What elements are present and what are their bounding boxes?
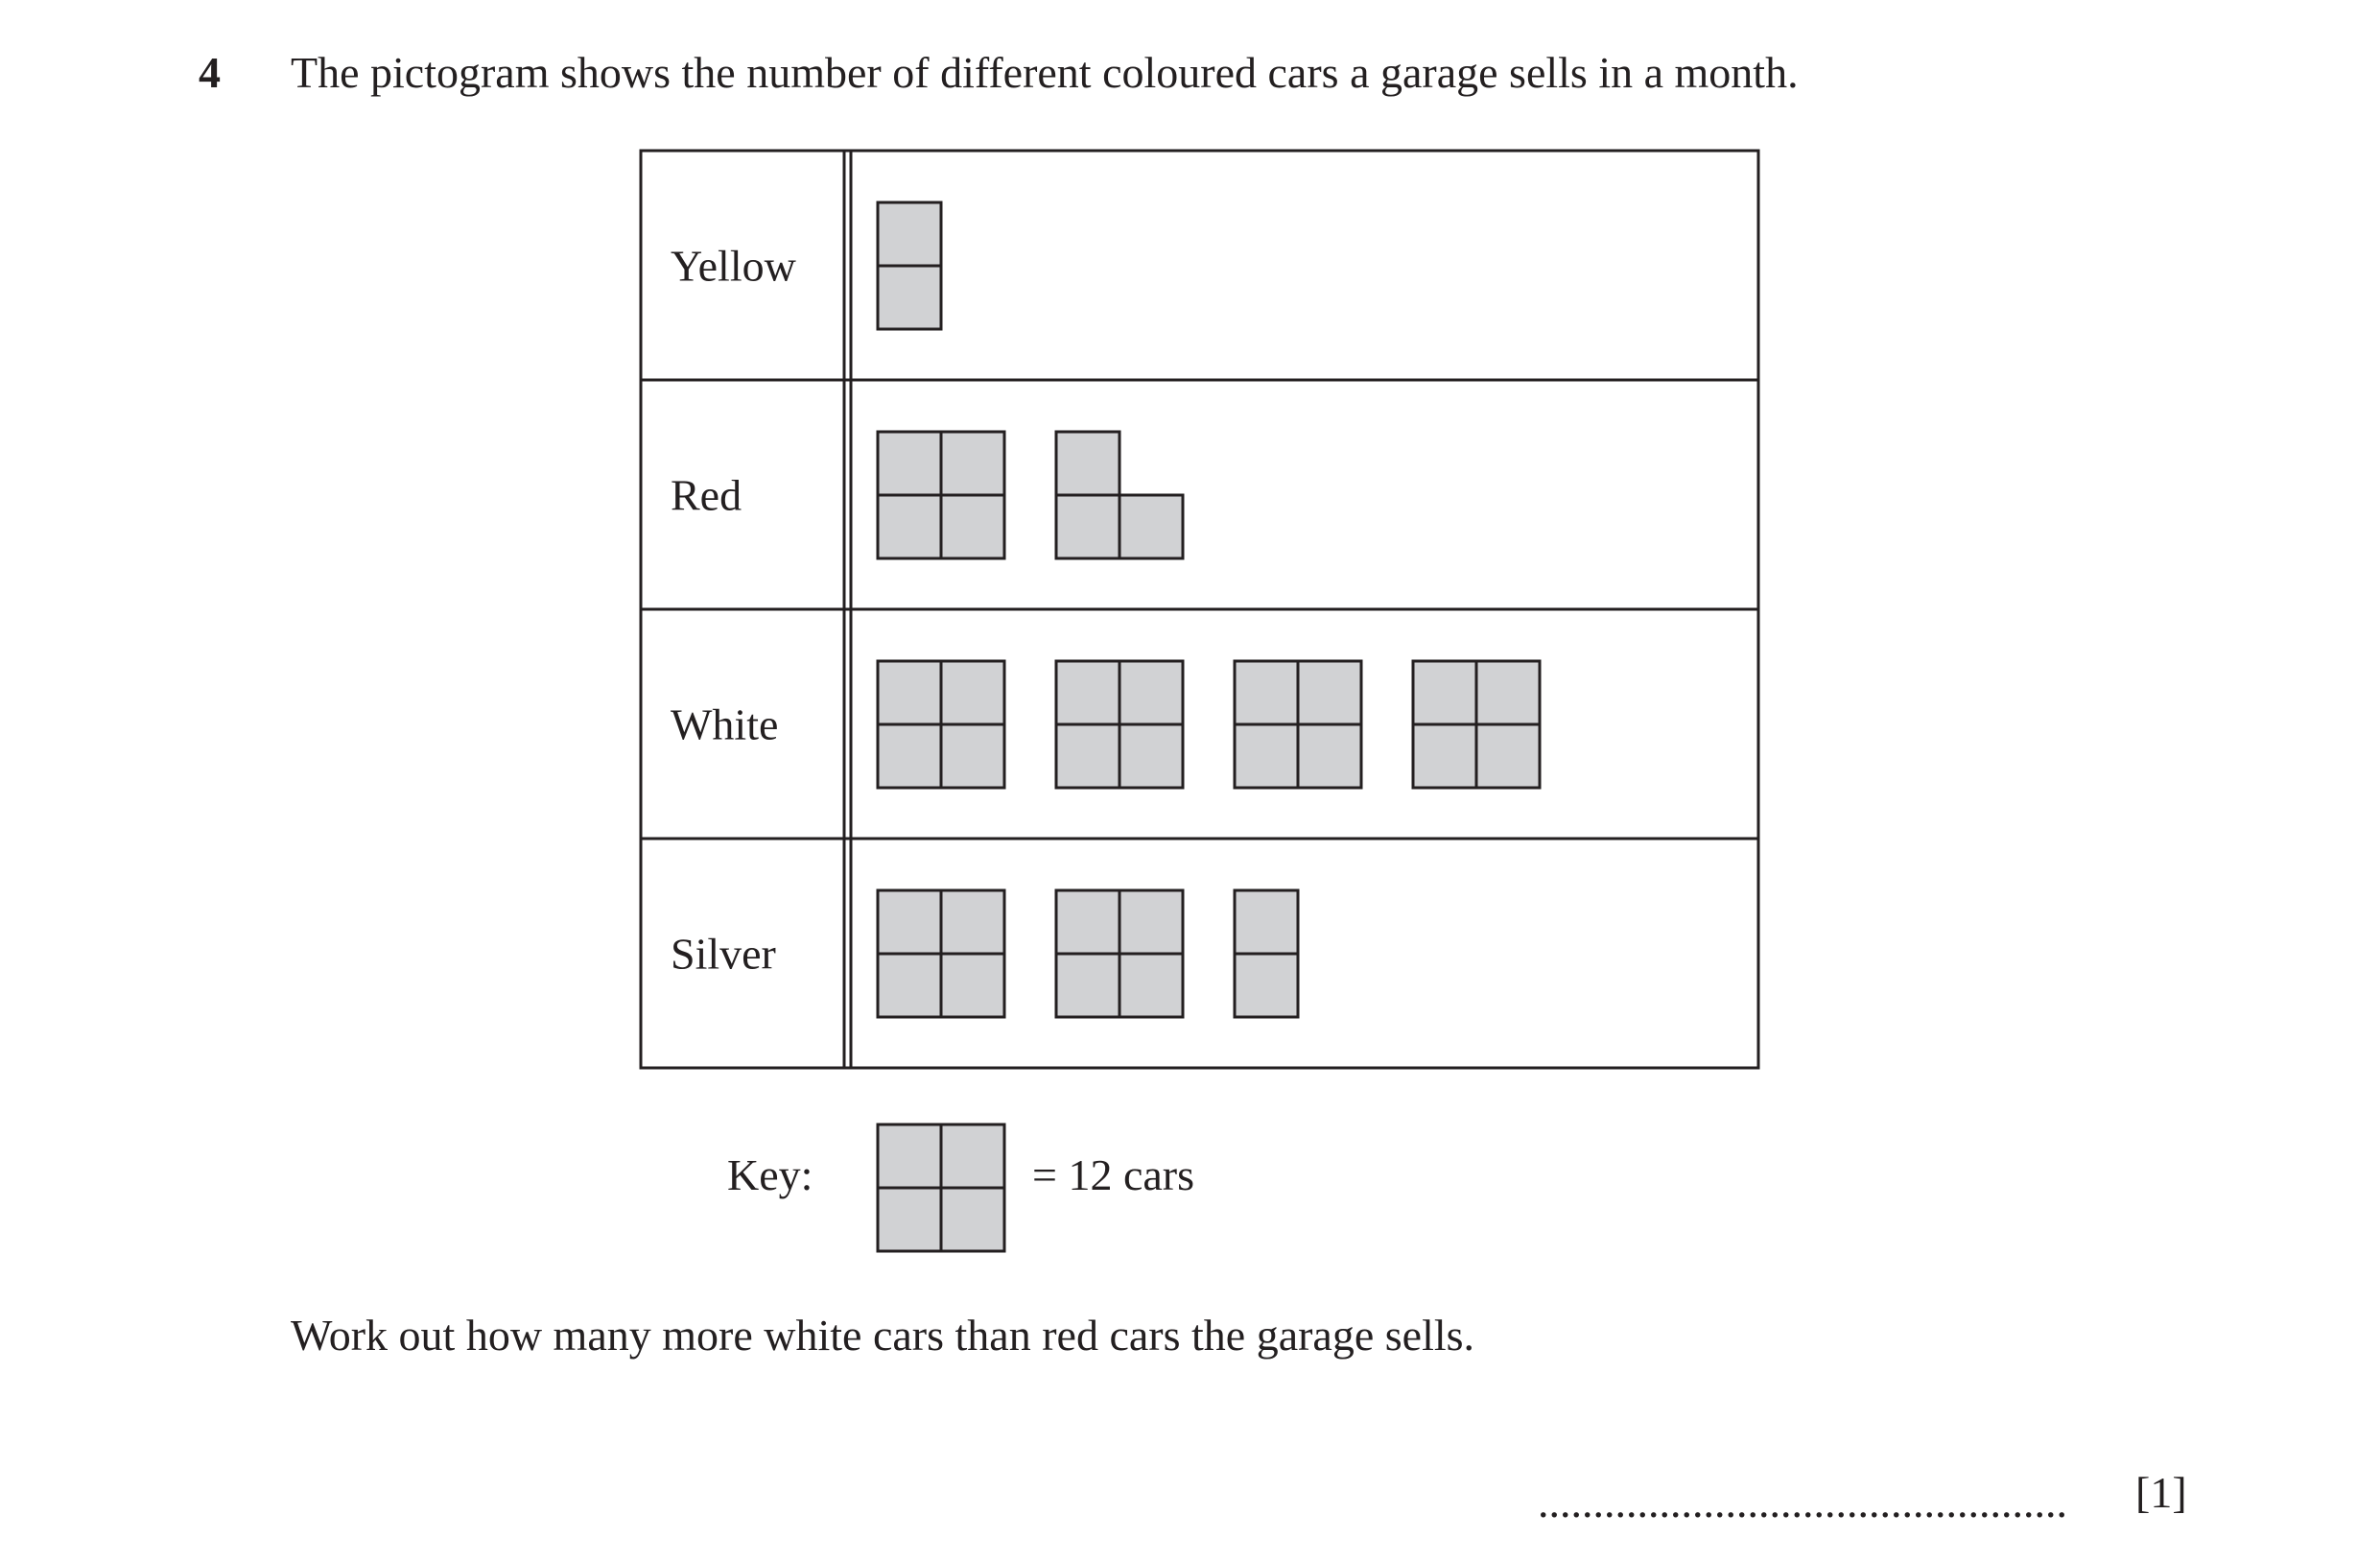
symbol-quarter [878,495,941,558]
key-symbol-square [878,1124,1004,1251]
symbol-quarter [878,1188,941,1251]
key-value: = 12 cars [1032,1150,1194,1199]
marks-label: [1] [2135,1468,2187,1517]
symbol-quarter [941,1188,1004,1251]
symbol-quarter [1298,724,1361,788]
symbol-quarter [878,661,941,724]
question-intro: The pictogram shows the number of different coloured cars a garage sells in a month. [291,48,1799,97]
symbol-quarter [1119,954,1183,1017]
symbol-quarter [878,724,941,788]
symbol-quarter [941,890,1004,954]
symbol-quarter [1235,890,1298,954]
symbol-quarter [1119,661,1183,724]
symbol-quarter [1119,724,1183,788]
symbol-quarter [878,202,941,266]
question-prompt: Work out how many more white cars than red cars the garage sells. [291,1311,1475,1360]
symbol-white-2 [1056,661,1183,788]
symbol-quarter [1235,724,1298,788]
symbol-quarter [941,495,1004,558]
question-number: 4 [199,48,221,97]
pictogram-table [641,151,1758,1068]
symbol-quarter [1056,724,1119,788]
symbol-quarter [878,432,941,495]
symbol-quarter [941,724,1004,788]
symbol-quarter [1298,661,1361,724]
symbol-quarter [1056,495,1119,558]
symbol-quarter [1476,661,1540,724]
symbol-quarter [878,1124,941,1188]
symbol-silver-1 [878,890,1004,1017]
symbol-quarter [1056,954,1119,1017]
symbol-quarter [1476,724,1540,788]
symbol-white-1 [878,661,1004,788]
symbol-red-2 [1056,432,1183,558]
symbol-silver-2 [1056,890,1183,1017]
category-label: Red [671,470,742,520]
symbol-quarter [1056,432,1119,495]
symbol-quarter [1056,661,1119,724]
category-label: Yellow [671,241,796,291]
category-label: White [671,699,779,749]
symbol-quarter [1413,724,1476,788]
symbol-white-3 [1235,661,1361,788]
symbol-quarter [878,890,941,954]
symbol-quarter [941,432,1004,495]
answer-line[interactable]: ................................................ [1538,1478,2067,1526]
symbol-quarter [878,954,941,1017]
category-label: Silver [671,929,776,979]
symbol-quarter [1119,495,1183,558]
key-symbol [878,1124,1004,1251]
symbol-quarter [1235,661,1298,724]
symbol-quarter [1056,890,1119,954]
symbol-quarter [878,266,941,329]
symbol-quarter [941,1124,1004,1188]
symbol-quarter [1413,661,1476,724]
symbol-quarter [941,661,1004,724]
key-label: Key: [727,1150,813,1199]
symbol-quarter [1119,890,1183,954]
symbol-quarter [941,954,1004,1017]
symbol-white-4 [1413,661,1540,788]
symbol-quarter [1235,954,1298,1017]
symbol-yellow-1 [878,202,941,329]
symbol-silver-3 [1235,890,1298,1017]
symbol-red-1 [878,432,1004,558]
